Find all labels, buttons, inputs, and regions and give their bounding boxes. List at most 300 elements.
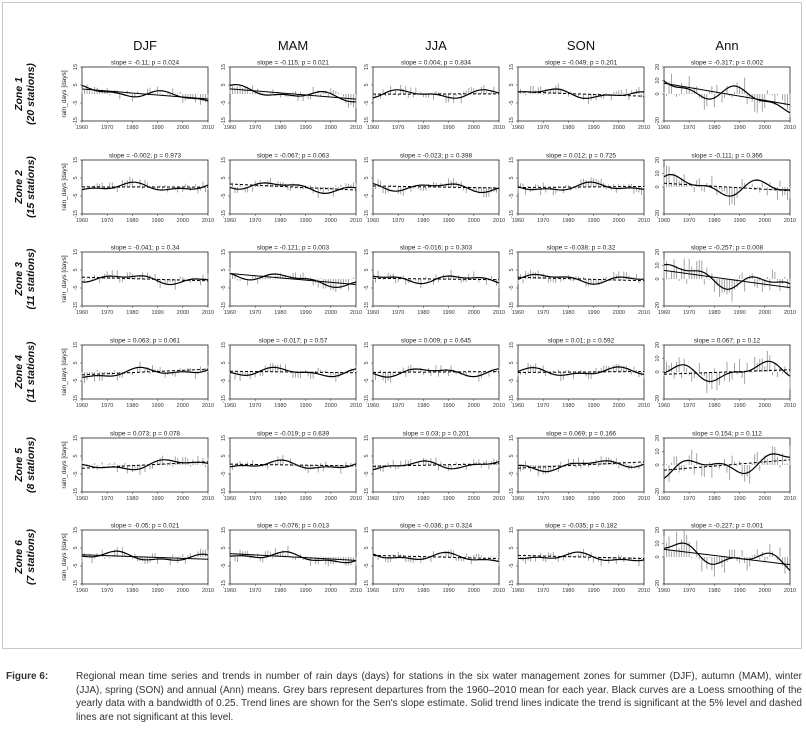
slope-label: slope = 0.009; p = 0.645 [400, 337, 472, 345]
y-tick-label: 5 [509, 268, 515, 272]
y-tick-label: -5 [364, 378, 370, 384]
y-tick-label: 5 [364, 454, 370, 458]
x-tick-label: 1960 [366, 310, 380, 316]
x-tick-label: 1970 [683, 218, 696, 224]
y-tick-label: 0 [655, 555, 661, 559]
slope-label: slope = 0.012; p = 0.725 [545, 152, 617, 160]
loess-curve [373, 552, 499, 561]
y-tick-label: 15 [364, 156, 370, 164]
y-tick-label: -5 [221, 378, 227, 384]
y-tick-label: -15 [509, 580, 515, 588]
x-tick-label: 1960 [366, 218, 380, 224]
zone-label [13, 528, 37, 585]
x-tick-label: 1980 [562, 125, 575, 131]
y-axis-label: rain_days [days] [61, 70, 68, 118]
zone-label [13, 63, 37, 125]
x-tick-label: 2010 [201, 218, 215, 224]
x-tick-label: 1980 [562, 218, 575, 224]
slope-label: slope = -0.115; p = 0.021 [257, 59, 329, 67]
y-tick-label: 10 [655, 448, 661, 455]
x-tick-label: 1960 [223, 588, 237, 594]
x-tick-label: 1970 [249, 403, 262, 409]
y-tick-label: 20 [655, 526, 661, 534]
y-tick-label: 5 [509, 546, 515, 550]
x-tick-label: 2010 [637, 218, 651, 224]
zone-name: Zone 6 [13, 540, 25, 574]
x-tick-label: 1990 [587, 588, 600, 594]
y-tick-label: 5 [509, 176, 515, 180]
x-tick-label: 1980 [562, 403, 575, 409]
x-tick-label: 1990 [442, 496, 455, 502]
x-tick-label: 1970 [537, 496, 550, 502]
zone-name: Zone 3 [13, 262, 25, 296]
slope-label: slope = -0.076; p = 0.013 [256, 522, 330, 530]
y-tick-label: 15 [364, 341, 370, 349]
x-tick-label: 2000 [612, 310, 625, 316]
x-tick-label: 2000 [176, 218, 189, 224]
x-tick-label: 2000 [324, 125, 337, 131]
y-tick-label: 15 [221, 526, 227, 534]
y-tick-label: 5 [221, 268, 227, 272]
zone-stations: (7 stations) [25, 528, 37, 586]
y-tick-label: 5 [73, 268, 79, 272]
x-tick-label: 1990 [733, 588, 746, 594]
x-tick-label: 1990 [587, 403, 600, 409]
x-tick-label: 1960 [657, 403, 671, 409]
panel [509, 338, 650, 410]
trend-line [664, 549, 790, 564]
x-tick-label: 1970 [683, 496, 696, 502]
x-tick-label: 2010 [783, 588, 797, 594]
y-tick-label: -15 [73, 395, 79, 403]
y-tick-label: -5 [221, 100, 227, 106]
y-tick-label: 10 [655, 262, 661, 269]
x-tick-label: 1960 [75, 496, 89, 502]
loess-curve [664, 81, 790, 113]
panel [221, 523, 362, 595]
slope-label: slope = -0.111; p = 0.366 [691, 152, 763, 160]
x-tick-label: 1990 [587, 218, 600, 224]
x-tick-label: 1990 [299, 588, 312, 594]
y-tick-label: 15 [509, 434, 515, 442]
panel [509, 153, 650, 225]
y-tick-label: 10 [655, 355, 661, 362]
slope-label: slope = -0.227; p = 0.001 [690, 522, 764, 530]
slope-label: slope = 0.069; p = 0.166 [545, 430, 617, 438]
zone-stations: (15 stations) [25, 156, 37, 218]
y-tick-label: -15 [73, 580, 79, 588]
slope-label: slope = 0.063; p = 0.061 [109, 337, 181, 345]
y-tick-label: -5 [509, 193, 515, 199]
y-tick-label: -5 [221, 285, 227, 291]
y-tick-label: 5 [221, 83, 227, 87]
y-tick-label: -5 [364, 471, 370, 477]
x-tick-label: 1970 [392, 310, 405, 316]
y-tick-label: -15 [509, 488, 515, 496]
y-tick-label: 20 [655, 63, 661, 71]
y-tick-label: 20 [655, 341, 661, 349]
y-tick-label: 15 [509, 341, 515, 349]
x-tick-label: 2000 [612, 125, 625, 131]
loess-curve [230, 460, 356, 468]
x-tick-label: 1990 [587, 310, 600, 316]
x-tick-label: 1970 [249, 125, 262, 131]
y-tick-label: -15 [221, 302, 227, 310]
x-tick-label: 1970 [101, 588, 114, 594]
y-axis-label: rain_days [days] [61, 348, 68, 396]
slope-label: slope = 0.03; p = 0.201 [402, 430, 470, 438]
slope-label: slope = -0.317; p = 0.002 [690, 59, 764, 67]
x-tick-label: 2010 [201, 496, 215, 502]
y-tick-label: -15 [221, 395, 227, 403]
x-tick-label: 2000 [176, 496, 189, 502]
x-tick-label: 1970 [683, 310, 696, 316]
x-tick-label: 2000 [467, 496, 480, 502]
caption-label: Figure 6: [6, 671, 49, 682]
x-tick-label: 2000 [612, 403, 625, 409]
panel [221, 338, 362, 410]
x-tick-label: 2010 [492, 310, 506, 316]
y-tick-label: -5 [364, 100, 370, 106]
y-tick-label: 5 [73, 454, 79, 458]
y-tick-label: -15 [221, 117, 227, 125]
x-tick-label: 1970 [537, 125, 550, 131]
x-tick-label: 2010 [349, 218, 363, 224]
x-tick-label: 1990 [442, 403, 455, 409]
x-tick-label: 1980 [274, 496, 287, 502]
x-tick-label: 2010 [783, 403, 797, 409]
x-tick-label: 1980 [417, 310, 430, 316]
y-tick-label: -15 [73, 488, 79, 496]
column-title: SON [566, 38, 596, 53]
panel [509, 245, 650, 317]
x-tick-label: 2000 [467, 125, 480, 131]
x-tick-label: 1990 [442, 588, 455, 594]
x-tick-label: 1990 [442, 310, 455, 316]
y-tick-label: -15 [364, 302, 370, 310]
x-tick-label: 1960 [75, 218, 89, 224]
x-tick-label: 1980 [708, 218, 721, 224]
y-tick-label: -15 [73, 302, 79, 310]
x-tick-label: 1980 [274, 403, 287, 409]
y-tick-label: 5 [221, 361, 227, 365]
y-tick-label: -15 [509, 395, 515, 403]
y-tick-label: 5 [73, 83, 79, 87]
x-tick-label: 1960 [366, 496, 380, 502]
y-tick-label: -20 [655, 117, 661, 125]
x-tick-label: 1960 [511, 218, 525, 224]
x-tick-label: 1990 [733, 403, 746, 409]
zone-name: Zone 1 [13, 77, 25, 111]
x-tick-label: 2000 [612, 496, 625, 502]
x-tick-label: 1970 [683, 403, 696, 409]
x-tick-label: 2010 [201, 403, 215, 409]
panel [221, 431, 362, 503]
y-tick-label: 0 [655, 370, 661, 374]
y-axis-label: rain_days [days] [61, 163, 68, 211]
x-tick-label: 1970 [249, 310, 262, 316]
x-tick-label: 2010 [492, 403, 506, 409]
zone-stations: (11 stations) [25, 341, 37, 403]
y-tick-label: 10 [655, 170, 661, 177]
x-tick-label: 2010 [637, 310, 651, 316]
x-tick-label: 1970 [101, 218, 114, 224]
y-tick-label: 5 [221, 546, 227, 550]
panel [364, 338, 505, 410]
x-tick-label: 2010 [349, 403, 363, 409]
y-tick-label: 20 [655, 156, 661, 164]
y-tick-label: -20 [655, 302, 661, 310]
column-title: DJF [133, 38, 157, 53]
x-tick-label: 2000 [612, 588, 625, 594]
y-tick-label: -5 [221, 563, 227, 569]
x-tick-label: 1970 [392, 218, 405, 224]
panel [364, 431, 505, 503]
x-tick-label: 2010 [637, 125, 651, 131]
x-tick-label: 1970 [683, 125, 696, 131]
panel [364, 245, 505, 317]
x-tick-label: 1960 [75, 588, 89, 594]
x-tick-label: 1980 [417, 588, 430, 594]
x-tick-label: 1980 [126, 310, 139, 316]
y-tick-label: 15 [509, 156, 515, 164]
x-tick-label: 1980 [274, 218, 287, 224]
slope-label: slope = 0.004; p = 0.834 [400, 59, 472, 67]
zone-label [13, 341, 37, 403]
y-tick-label: 15 [73, 526, 79, 534]
slope-label: slope = -0.041; p = 0.34 [110, 244, 180, 252]
x-tick-label: 1990 [299, 403, 312, 409]
x-tick-label: 2000 [758, 496, 771, 502]
x-tick-label: 1970 [392, 125, 405, 131]
y-tick-label: 0 [655, 185, 661, 189]
y-tick-label: 20 [655, 248, 661, 256]
x-tick-label: 1960 [223, 496, 237, 502]
x-tick-label: 2000 [467, 403, 480, 409]
column-title: JJA [425, 38, 447, 53]
slope-label: slope = -0.016; p = 0.303 [399, 244, 473, 252]
y-tick-label: 5 [364, 268, 370, 272]
x-tick-label: 2010 [637, 588, 651, 594]
panel [364, 523, 505, 595]
y-tick-label: -15 [364, 580, 370, 588]
loess-curve [518, 89, 644, 98]
x-tick-label: 1960 [366, 125, 380, 131]
zone-label [13, 436, 37, 493]
x-tick-label: 2010 [349, 310, 363, 316]
x-tick-label: 2000 [176, 125, 189, 131]
y-tick-label: 5 [221, 176, 227, 180]
slope-label: slope = -0.067; p = 0.063 [256, 152, 330, 160]
x-tick-label: 1980 [126, 125, 139, 131]
y-tick-label: 5 [73, 546, 79, 550]
x-tick-label: 1980 [562, 496, 575, 502]
slope-label: slope = 0.067; p = 0.12 [693, 337, 761, 345]
x-tick-label: 1990 [151, 496, 164, 502]
x-tick-label: 1960 [223, 218, 237, 224]
slope-label: slope = -0.11; p = 0.024 [110, 59, 180, 67]
y-tick-label: -5 [73, 193, 79, 199]
y-tick-label: -5 [364, 193, 370, 199]
x-tick-label: 1990 [151, 403, 164, 409]
x-tick-label: 1990 [587, 125, 600, 131]
x-tick-label: 1990 [299, 218, 312, 224]
x-tick-label: 1960 [511, 588, 525, 594]
slope-label: slope = -0.035; p = 0.182 [544, 522, 618, 530]
x-tick-label: 1970 [101, 496, 114, 502]
y-tick-label: -5 [509, 100, 515, 106]
x-tick-label: 1980 [708, 125, 721, 131]
panel [655, 431, 796, 503]
panel [61, 338, 214, 410]
y-tick-label: -15 [509, 302, 515, 310]
slope-label: slope = -0.017; p = 0.57 [258, 337, 328, 345]
panel [655, 523, 796, 595]
x-tick-label: 1980 [708, 310, 721, 316]
zone-stations: (8 stations) [25, 436, 37, 494]
slope-label: slope = -0.257; p = 0.008 [690, 244, 764, 252]
y-tick-label: -15 [221, 210, 227, 218]
panel [655, 153, 796, 225]
y-tick-label: 5 [509, 83, 515, 87]
panel [221, 60, 362, 132]
x-tick-label: 1960 [511, 403, 525, 409]
panel [509, 431, 650, 503]
zone-stations: (11 stations) [25, 248, 37, 310]
x-tick-label: 1990 [151, 310, 164, 316]
x-tick-label: 2010 [492, 125, 506, 131]
x-tick-label: 1980 [274, 310, 287, 316]
x-tick-label: 1960 [657, 218, 671, 224]
slope-label: slope = -0.049; p = 0.201 [544, 59, 618, 67]
y-tick-label: 0 [655, 463, 661, 467]
x-tick-label: 1990 [733, 125, 746, 131]
y-tick-label: 15 [509, 63, 515, 71]
y-axis-label: rain_days [days] [61, 533, 68, 581]
x-tick-label: 1960 [366, 403, 380, 409]
x-tick-label: 1960 [223, 125, 237, 131]
y-tick-label: -5 [73, 285, 79, 291]
panel [655, 245, 796, 317]
x-tick-label: 1970 [683, 588, 696, 594]
y-tick-label: 15 [221, 63, 227, 71]
x-tick-label: 2010 [349, 125, 363, 131]
slope-label: slope = -0.002; p = 0.973 [108, 152, 182, 160]
panel [61, 245, 214, 317]
y-tick-label: 10 [655, 540, 661, 547]
x-tick-label: 1990 [442, 125, 455, 131]
x-tick-label: 2000 [612, 218, 625, 224]
x-tick-label: 2010 [201, 125, 215, 131]
x-tick-label: 1960 [657, 125, 671, 131]
x-tick-label: 2000 [758, 125, 771, 131]
loess-curve [518, 275, 644, 285]
x-tick-label: 1970 [392, 588, 405, 594]
x-tick-label: 1970 [392, 403, 405, 409]
y-tick-label: 15 [509, 248, 515, 256]
y-tick-label: -15 [364, 210, 370, 218]
y-axis-label: rain_days [days] [61, 441, 68, 489]
x-tick-label: 1980 [274, 588, 287, 594]
x-tick-label: 1990 [151, 125, 164, 131]
x-tick-label: 1980 [126, 218, 139, 224]
x-tick-label: 1980 [562, 588, 575, 594]
x-tick-label: 1960 [657, 310, 671, 316]
slope-label: slope = -0.036; p = 0.324 [399, 522, 473, 530]
y-tick-label: 5 [364, 176, 370, 180]
y-tick-label: -20 [655, 395, 661, 403]
y-tick-label: 15 [221, 248, 227, 256]
x-tick-label: 2000 [758, 588, 771, 594]
x-tick-label: 2010 [349, 588, 363, 594]
panel [221, 245, 362, 317]
y-tick-label: -5 [73, 563, 79, 569]
x-tick-label: 2010 [783, 496, 797, 502]
panel [61, 153, 214, 225]
x-tick-label: 2010 [637, 496, 651, 502]
x-tick-label: 2000 [758, 403, 771, 409]
y-tick-label: -15 [221, 580, 227, 588]
y-tick-label: 5 [364, 83, 370, 87]
x-tick-label: 1980 [417, 403, 430, 409]
x-tick-label: 1990 [299, 310, 312, 316]
y-tick-label: 10 [655, 77, 661, 84]
zone-name: Zone 4 [13, 355, 25, 389]
x-tick-label: 1990 [733, 310, 746, 316]
x-tick-label: 1990 [442, 218, 455, 224]
y-tick-label: -5 [73, 100, 79, 106]
y-tick-label: 15 [221, 156, 227, 164]
x-tick-label: 2010 [492, 588, 506, 594]
zone-name: Zone 2 [13, 170, 25, 204]
y-tick-label: 0 [655, 277, 661, 281]
x-tick-label: 2000 [324, 310, 337, 316]
panel [221, 153, 362, 225]
x-tick-label: 1960 [511, 496, 525, 502]
y-tick-label: 15 [364, 526, 370, 534]
x-tick-label: 1960 [366, 588, 380, 594]
x-tick-label: 2000 [176, 403, 189, 409]
x-tick-label: 1970 [101, 403, 114, 409]
x-tick-label: 1960 [511, 310, 525, 316]
x-tick-label: 1970 [537, 588, 550, 594]
slope-label: slope = -0.019; p = 0.639 [256, 430, 330, 438]
y-tick-label: 15 [364, 63, 370, 71]
y-tick-label: -20 [655, 488, 661, 496]
x-tick-label: 1980 [417, 125, 430, 131]
x-tick-label: 1980 [126, 588, 139, 594]
x-tick-label: 2000 [467, 218, 480, 224]
y-tick-label: 5 [364, 546, 370, 550]
x-tick-label: 1980 [708, 403, 721, 409]
x-tick-label: 1970 [101, 310, 114, 316]
x-tick-label: 2000 [324, 403, 337, 409]
x-tick-label: 1960 [75, 310, 89, 316]
x-tick-label: 2000 [324, 588, 337, 594]
x-tick-label: 2000 [467, 310, 480, 316]
slope-label: slope = -0.023; p = 0.398 [399, 152, 473, 160]
x-tick-label: 1960 [657, 588, 671, 594]
slope-label: slope = -0.121; p = 0.003 [256, 244, 330, 252]
zone-label [13, 156, 37, 218]
x-tick-label: 2010 [349, 496, 363, 502]
slope-label: slope = -0.05; p = 0.021 [110, 522, 180, 530]
x-tick-label: 2010 [783, 310, 797, 316]
y-tick-label: -15 [73, 117, 79, 125]
y-tick-label: -15 [73, 210, 79, 218]
x-tick-label: 1970 [392, 496, 405, 502]
slope-label: slope = 0.154; p = 0.112 [692, 430, 762, 438]
